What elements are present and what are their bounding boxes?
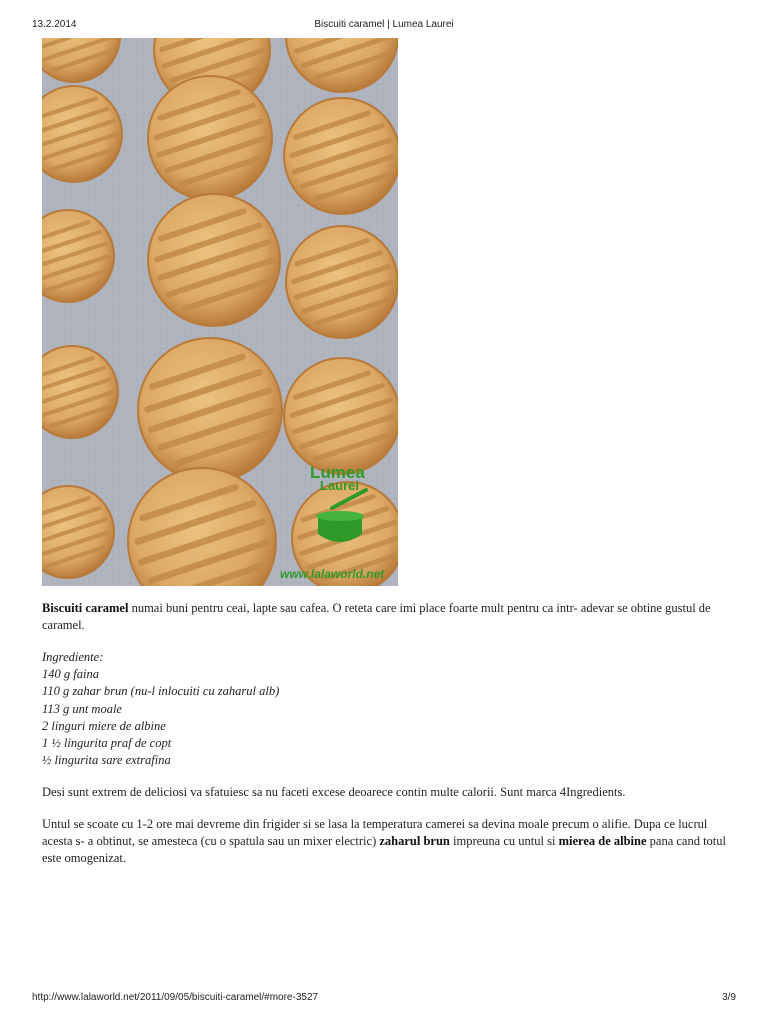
watermark-top-text: Lumea xyxy=(310,463,365,482)
watermark-url: www.lalaworld.net xyxy=(280,567,385,581)
method-paragraph xyxy=(42,816,732,867)
ingredient-item: 110 g zahar brun (nu-l inlocuiti cu zaharul alb) xyxy=(42,684,280,699)
page-number: 3/9 xyxy=(722,992,736,1003)
print-footer xyxy=(0,992,768,1006)
cookie xyxy=(284,98,398,214)
ingredient-item: 1 ½ lingurita praf de copt xyxy=(42,736,172,751)
ingredients-list xyxy=(42,649,732,769)
note-paragraph: Desi sunt extrem de deliciosi va sfatuiesc sa nu faceti excese deoarece contin multe calorii. Sunt marca 4Ingredients. xyxy=(42,785,626,800)
method-text-2: impreuna cu untul si xyxy=(449,834,559,849)
ingredient-item: 113 g unt moale xyxy=(42,701,122,716)
ingredient-item: ½ lingurita sare extrafina xyxy=(42,753,171,768)
ingredient-item: 140 g faina xyxy=(42,667,99,682)
cookies-photo xyxy=(42,38,398,586)
method-text-3: pana cand totul este omogenizat. xyxy=(42,834,727,866)
cookie xyxy=(148,194,280,326)
ingredient-item: 2 linguri miere de albine xyxy=(42,718,166,733)
cookie xyxy=(138,338,282,482)
cookie xyxy=(148,76,272,200)
method-text-1: Untul se scoate cu 1-2 ore mai devreme din frigider si se lasa la temperatura camerei sa devina moale precum o alifie. Dupa ce lucrul acesta s- a obtinut, se amesteca (cu o spatula sau un mixer electric) xyxy=(42,817,708,849)
method-bold-1: zaharul brun xyxy=(379,834,450,849)
watermark-bottom-text: Laurei xyxy=(320,478,360,493)
footer-url: http://www.lalaworld.net/2011/09/05/biscuiti-caramel/#more-3527 xyxy=(32,992,319,1003)
print-header xyxy=(0,19,768,33)
article-body xyxy=(42,600,732,882)
recipe-name: Biscuiti caramel xyxy=(42,601,129,615)
intro-paragraph xyxy=(42,600,732,634)
cookie xyxy=(284,358,398,474)
print-date: 13.2.2014 xyxy=(32,19,77,30)
cookie xyxy=(286,226,398,338)
pot-rim xyxy=(316,511,364,521)
ingredients-heading: Ingrediente: xyxy=(42,650,104,664)
method-bold-2: mierea de albine xyxy=(558,834,647,849)
page-title: Biscuiti caramel | Lumea Laurei xyxy=(314,19,454,30)
intro-text: numai buni pentru ceai, lapte sau cafea. O reteta care imi place foarte mult pentru ca intr- adevar se obtine gustul de caramel. xyxy=(42,601,711,632)
cookies-illustration xyxy=(42,38,398,586)
